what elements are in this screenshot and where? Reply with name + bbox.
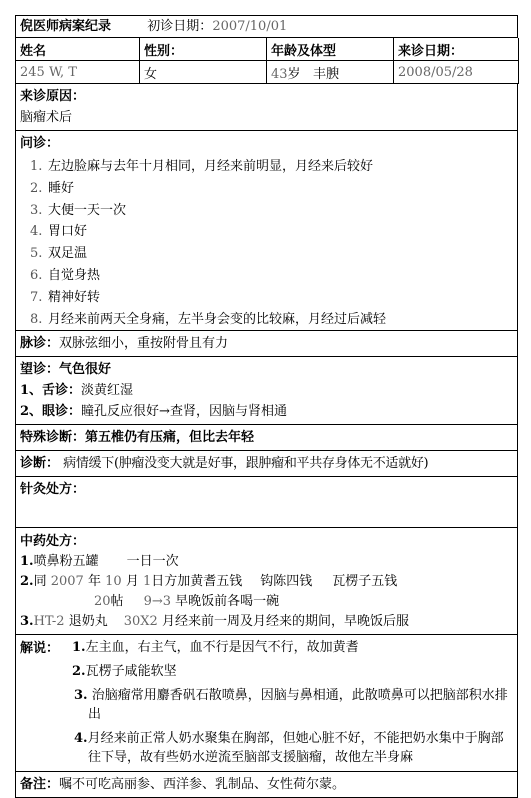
herbs-label: 中药处方：	[20, 534, 86, 550]
reason-section	[15, 84, 518, 131]
list-item: 2.瓦楞子咸能软坚	[72, 664, 177, 680]
herb-line-1: 1.喷鼻粉五罐 一日一次	[20, 554, 179, 570]
list-item: 3. 治脑瘤常用麝香矾石散喷鼻，因脑与鼻相通，此散喷鼻可以把脑部积水排出	[74, 688, 508, 723]
diagnosis-value: 病情缓下(肿瘤没变大就是好事，跟肿瘤和平共存身体无不适就好)	[63, 456, 429, 472]
special-section	[15, 425, 518, 451]
record-title: 倪医师病案纪录	[20, 19, 112, 34]
note-value: 嘱不可吃高丽参、西洋参、乳制品、女性荷尔蒙。	[59, 777, 346, 793]
pulse-label: 脉诊：	[20, 336, 60, 352]
note-label: 备注：	[20, 777, 60, 793]
tongue-label: 1、舌诊：	[20, 383, 82, 399]
pulse-section	[15, 331, 518, 357]
list-item: 3. 大便一天一次	[30, 202, 127, 218]
acupuncture-label: 针灸处方：	[20, 482, 86, 498]
explain-section	[15, 635, 518, 772]
visit-date-label: 来诊日期：	[394, 38, 519, 61]
inquiry-section	[15, 131, 518, 331]
explain-label: 解说：	[20, 641, 60, 657]
reason-value: 脑瘤术后	[20, 110, 73, 125]
list-item: 8. 月经来前两天全身痛，左半身会变的比较麻，月经过后减轻	[30, 311, 387, 327]
patient-gender: 女	[140, 61, 267, 84]
diagnosis-label: 诊断：	[20, 456, 60, 472]
case-record-sheet	[15, 15, 518, 798]
title-row	[15, 15, 518, 38]
reason-label: 来诊原因：	[20, 89, 86, 104]
list-item: 4. 胃口好	[30, 224, 88, 240]
list-item: 4.月经来前正常人奶水聚集在胸部，但她心脏不好，不能把奶水集中于胸部往下导，故有些奶水逆流至脑部支援脑瘤，故他左半身麻	[74, 731, 504, 766]
look-label: 望诊：	[20, 362, 60, 378]
list-item: 2. 睡好	[30, 180, 75, 196]
pulse-value: 双脉弦细小，重按附骨且有力	[59, 336, 229, 352]
diagnosis-section	[15, 451, 518, 477]
special-label: 特殊诊断：	[20, 430, 86, 446]
list-item: 1. 左边脸麻与去年十月相同，月经来前明显，月经来后较好	[30, 159, 374, 174]
list-item: 5. 双足温	[30, 246, 88, 262]
first-visit-label: 初诊日期：	[147, 19, 213, 34]
list-item: 6. 自觉身热	[30, 267, 101, 283]
name-label: 姓名	[16, 38, 140, 61]
herb-line-3: 20帖 9→3 早晚饭前各喝一碗	[94, 594, 280, 610]
acupuncture-section	[15, 477, 518, 528]
herbs-section	[15, 528, 518, 635]
list-item: 7. 精神好转	[30, 289, 101, 305]
list-item: 1.左主血，右主气，血不行是因气不行，故加黄耆	[72, 640, 359, 656]
herb-line-2: 2.同 2007 年 10 月 1日方加黄耆五钱 钩陈四钱 瓦楞子五钱	[20, 574, 398, 590]
special-value: 第五椎仍有压痛，但比去年轻	[85, 430, 255, 446]
patient-info-table	[15, 38, 519, 84]
patient-name: 245 W, T	[16, 61, 140, 84]
eye-label: 2、眼诊：	[20, 404, 82, 420]
herb-line-4: 3.HT-2 退奶丸 30X2 月经来前一周及月经来的期间，早晚饭后服	[20, 614, 409, 630]
look-value: 气色很好	[59, 362, 112, 378]
note-section	[15, 772, 518, 798]
eye-value: 瞳孔反应很好→查肾，因脑与肾相通	[81, 404, 287, 420]
visit-date: 2008/05/28	[394, 61, 519, 84]
look-section	[15, 357, 518, 425]
inquiry-label: 问诊：	[20, 136, 60, 151]
age-label: 年龄及体型	[267, 38, 394, 61]
gender-label: 性别：	[140, 38, 267, 61]
patient-age: 43岁 丰腴	[267, 61, 394, 84]
tongue-value: 淡黄红湿	[81, 383, 134, 399]
first-visit-date: 2007/10/01	[212, 19, 288, 34]
inquiry-list	[20, 156, 513, 330]
